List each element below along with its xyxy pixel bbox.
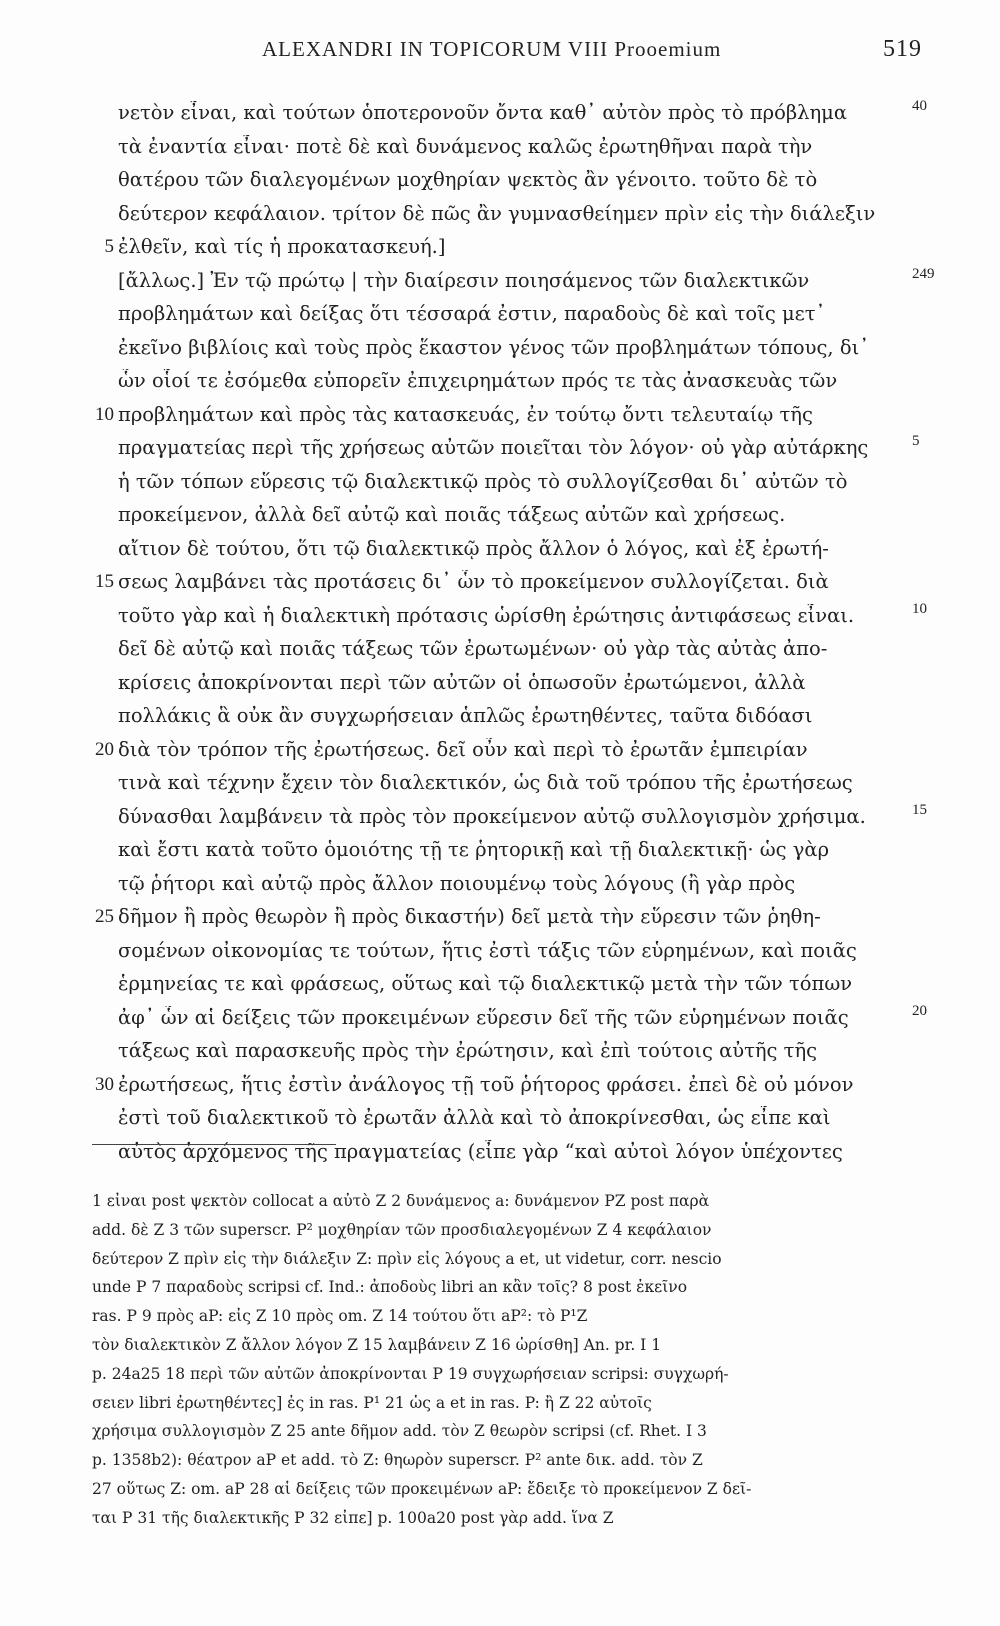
line-text: τῷ ῥήτορι καὶ αὐτῷ πρὸς ἄλλον ποιουμένῳ τοὺς λόγους (ἢ γὰρ πρὸς [118, 871, 796, 895]
text-line [0, 299, 1000, 333]
text-line [0, 768, 1000, 802]
line-text: ἐστὶ τοῦ διαλεκτικοῦ τὸ ἐρωτᾶν ἀλλὰ καὶ τὸ ἀποκρίνεσθαι, ὡς εἶπε καὶ [118, 1106, 831, 1129]
line-text: προκείμενον, ἀλλὰ δεῖ αὐτῷ καὶ ποιᾶς τάξεως αὐτῶν καὶ χρήσεως. [118, 503, 786, 526]
line-text: ὧν οἷοί τε ἐσόμεθα εὐπορεῖν ἐπιχειρημάτων πρός τε τὰς ἀνασκευὰς τῶν [118, 369, 838, 392]
line-text: ἐκεῖνο βιβλίοις καὶ τοὺς πρὸς ἕκαστον γένος τῶν προβλημάτων τόπους, δι᾽ [118, 335, 869, 359]
text-line [0, 199, 1000, 233]
footnote-line [0, 1509, 1000, 1538]
text-line [0, 266, 1000, 300]
line-text: κρίσεις ἀποκρίνονται περὶ τῶν αὐτῶν οἱ ὁπωσοῦν ἐρωτώμενοι, ἀλλὰ [118, 670, 806, 694]
footnote-text: δεύτερον Z πρὶν εἰς τὴν διάλεξιν Z: πρὶν εἰς λόγους a et, ut videtur, corr. nescio [92, 1249, 722, 1268]
line-text: διὰ τὸν τρόπον τῆς ἐρωτήσεως. δεῖ οὖν καὶ περὶ τὸ ἐρωτᾶν ἐμπειρίαν [118, 737, 808, 761]
footnote-divider [92, 1144, 336, 1145]
footnote-line [0, 1422, 1000, 1451]
text-line [0, 869, 1000, 903]
text-line [0, 467, 1000, 501]
line-text: πολλάκις ἃ οὐκ ἂν συγχωρήσειαν ἁπλῶς ἐρωτηθέντες, ταῦτα διδόασι [118, 704, 813, 727]
line-text: θατέρου τῶν διαλεγομένων μοχθηρίαν ψεκτὸς ἂν γένοιτο. τοῦτο δὲ τὸ [118, 168, 818, 191]
text-line [0, 902, 1000, 936]
critical-apparatus [0, 1192, 1000, 1538]
footnote-text: p. 1358b2): θέατρον aP et add. τὸ Z: θηωρὸν superscr. P² ante δικ. add. τὸν Z [92, 1451, 703, 1470]
running-title: ALEXANDRI IN TOPICORUM VIII Prooemium [262, 37, 722, 61]
text-line [0, 534, 1000, 568]
line-text: [ἄλλως.] Ἐν τῷ πρώτῳ | τὴν διαίρεσιν ποιησάμενος τῶν διαλεκτικῶν [118, 268, 810, 292]
footnote-line [0, 1192, 1000, 1221]
main-text [0, 98, 1000, 1170]
text-line [0, 802, 1000, 836]
line-text: αἴτιον δὲ τούτου, ὅτι τῷ διαλεκτικῷ πρὸς ἄλλον ὁ λόγος, καὶ ἐξ ἐρωτή- [118, 536, 829, 560]
text-line [0, 668, 1000, 702]
running-header [262, 36, 922, 63]
footnote-text: 1 εἶναι post ψεκτὸν collocat a αὐτὸ Z 2 δυνάμενος a: δυνάμενον PZ post παρὰ [92, 1192, 710, 1210]
line-text: καὶ ἔστι κατὰ τοῦτο ὁμοιότης τῇ τε ῥητορικῇ καὶ τῇ διαλεκτικῇ· ὡς γὰρ [118, 838, 830, 861]
line-text: δεύτερον κεφάλαιον. τρίτον δὲ πῶς ἂν γυμνασθείημεν πρὶν εἰς τὴν διάλεξιν [118, 201, 876, 225]
footnote-text: 27 οὕτως Z: om. aP 28 αἱ δείξεις τῶν προκειμένων aP: ἔδειξε τὸ προκείμενον Z δεῖ- [92, 1479, 752, 1498]
line-text: δεῖ δὲ αὐτῷ καὶ ποιᾶς τάξεως τῶν ἐρωτωμένων· οὐ γὰρ τὰς αὐτὰς ἀπο- [118, 637, 828, 660]
line-text: δῆμον ἢ πρὸς θεωρὸν ἢ πρὸς δικαστήν) δεῖ μετὰ τὴν εὕρεσιν τῶν ῥηθη- [118, 905, 821, 928]
line-text: νετὸν εἶναι, καὶ τούτων ὁποτερονοῦν ὄντα καθ᾽ αὐτὸν πρὸς τὸ πρόβλημα [118, 101, 848, 124]
text-line [0, 500, 1000, 534]
line-number: 20 [95, 738, 114, 760]
line-number: 25 [95, 906, 114, 927]
line-text: σεως λαμβάνει τὰς προτάσεις δι᾽ ὧν τὸ προκείμενον συλλογίζεται. διὰ [118, 570, 829, 593]
footnote-line [0, 1221, 1000, 1250]
footnote-line [0, 1451, 1000, 1480]
text-line [0, 1070, 1000, 1104]
footnote-line [0, 1307, 1000, 1336]
marginal-reference: 249 [912, 265, 935, 282]
line-text: ἑρμηνείας τε καὶ φράσεως, οὕτως καὶ τῷ διαλεκτικῷ μετὰ τὴν τῶν τόπων [118, 972, 853, 995]
text-line [0, 333, 1000, 367]
text-line [0, 701, 1000, 735]
text-line [0, 567, 1000, 601]
line-text: τοῦτο γὰρ καὶ ἡ διαλεκτικὴ πρότασις ὡρίσθη ἐρώτησις ἀντιφάσεως εἶναι. [118, 603, 855, 627]
line-number: 30 [95, 1073, 114, 1095]
line-number: 15 [95, 571, 114, 592]
text-line [0, 98, 1000, 132]
text-line [0, 835, 1000, 869]
footnote-line [0, 1365, 1000, 1394]
footnote-text: χρήσιμα συλλογισμὸν Z 25 ante δῆμον add. τὸν Z θεωρὸν scripsi (cf. Rhet. I 3 [92, 1422, 707, 1441]
text-line [0, 936, 1000, 970]
line-text: ἡ τῶν τόπων εὕρεσις τῷ διαλεκτικῷ πρὸς τὸ συλλογίζεσθαι δι᾽ αὐτῶν τὸ [118, 469, 848, 493]
footnote-text: unde P 7 παραδοὺς scripsi cf. Ind.: ἀποδοὺς libri an κἂν τοῖς? 8 post ἐκεῖνο [92, 1278, 688, 1297]
line-text: δύνασθαι λαμβάνειν τὰ πρὸς τὸν προκείμενον αὐτῷ συλλογισμὸν χρήσιμα. [118, 804, 866, 828]
text-line [0, 400, 1000, 434]
text-line [0, 735, 1000, 769]
line-text: ἐρωτήσεως, ἥτις ἐστὶν ἀνάλογος τῇ τοῦ ῥήτορος φράσει. ἐπεὶ δὲ οὐ μόνον [118, 1072, 854, 1096]
line-text: προβλημάτων καὶ δείξας ὅτι τέσσαρά ἐστιν, παραδοὺς δὲ καὶ τοῖς μετ᾽ [118, 302, 826, 325]
footnote-text: σειεν libri ἐρωτηθέντες] ἐς in ras. P¹ 21 ὡς a et in ras. P: ἢ Z 22 αὐτοῖς [92, 1393, 652, 1412]
line-text: ἐλθεῖν, καὶ τίς ἡ προκατασκευή.] [118, 235, 446, 258]
footnote-line [0, 1480, 1000, 1509]
line-text: αὐτὸς ἀρχόμενος τῆς πραγματείας (εἶπε γὰρ “καὶ αὐτοὶ λόγον ὑπέχοντες [118, 1139, 843, 1163]
marginal-reference: 20 [912, 1002, 927, 1019]
text-line [0, 165, 1000, 199]
text-line [0, 1003, 1000, 1037]
line-number: 5 [104, 236, 114, 257]
page-number: 519 [883, 36, 922, 62]
text-line [0, 634, 1000, 668]
line-text: τινὰ καὶ τέχνην ἔχειν τὸν διαλεκτικόν, ὡς διὰ τοῦ τρόπου τῆς ἐρωτήσεως [118, 771, 853, 794]
footnote-text: ται P 31 τῆς διαλεκτικῆς P 32 εἶπε] p. 100a20 post γὰρ add. ἵνα Z [92, 1508, 614, 1527]
line-text: σομένων οἰκονομίας τε τούτων, ἥτις ἐστὶ τάξις τῶν εὑρημένων, καὶ ποιᾶς [118, 938, 857, 962]
line-number: 10 [95, 403, 114, 425]
text-line [0, 969, 1000, 1003]
footnote-text: p. 24a25 18 περὶ τῶν αὐτῶν ἀποκρίνονται P 19 συγχωρήσειαν scripsi: συγχωρή- [92, 1364, 729, 1383]
line-text: πραγματείας περὶ τῆς χρήσεως αὐτῶν ποιεῖται τὸν λόγον· οὐ γὰρ αὐτάρκης [118, 436, 869, 459]
footnote-line [0, 1336, 1000, 1365]
marginal-reference: 5 [912, 433, 920, 449]
line-text: προβλημάτων καὶ πρὸς τὰς κατασκευάς, ἐν τούτῳ ὄντι τελευταίῳ τῆς [118, 402, 813, 426]
marginal-reference: 40 [912, 98, 927, 114]
marginal-reference: 10 [912, 600, 927, 617]
text-line [0, 1103, 1000, 1137]
footnote-line [0, 1394, 1000, 1423]
footnote-line [0, 1250, 1000, 1279]
text-line [0, 366, 1000, 400]
text-line [0, 1036, 1000, 1070]
text-line [0, 132, 1000, 166]
text-line [0, 601, 1000, 635]
line-text: ἀφ᾽ ὧν αἱ δείξεις τῶν προκειμένων εὕρεσιν δεῖ τῆς τῶν εὑρημένων ποιᾶς [118, 1005, 849, 1029]
text-line [0, 433, 1000, 467]
footnote-line [0, 1278, 1000, 1307]
line-text: τάξεως καὶ παρασκευῆς πρὸς τὴν ἐρώτησιν, καὶ ἐπὶ τούτοις αὐτῆς τῆς [118, 1039, 818, 1062]
footnote-text: ras. P 9 πρὸς aP: εἰς Z 10 πρὸς om. Z 14 τούτου ὅτι aP²: τὸ P¹Z [92, 1307, 588, 1326]
text-line [0, 232, 1000, 266]
line-text: τὰ ἐναντία εἶναι· ποτὲ δὲ καὶ δυνάμενος καλῶς ἐρωτηθῆναι παρὰ τὴν [118, 134, 813, 158]
footnote-text: add. δὲ Z 3 τῶν superscr. P² μοχθηρίαν τῶν προσδιαλεγομένων Z 4 κεφάλαιον [92, 1220, 712, 1239]
footnote-text: τὸν διαλεκτικὸν Z ἄλλον λόγον Z 15 λαμβάνειν Z 16 ὡρίσθη] An. pr. I 1 [92, 1335, 662, 1354]
marginal-reference: 15 [912, 801, 927, 818]
text-line [0, 1137, 1000, 1171]
